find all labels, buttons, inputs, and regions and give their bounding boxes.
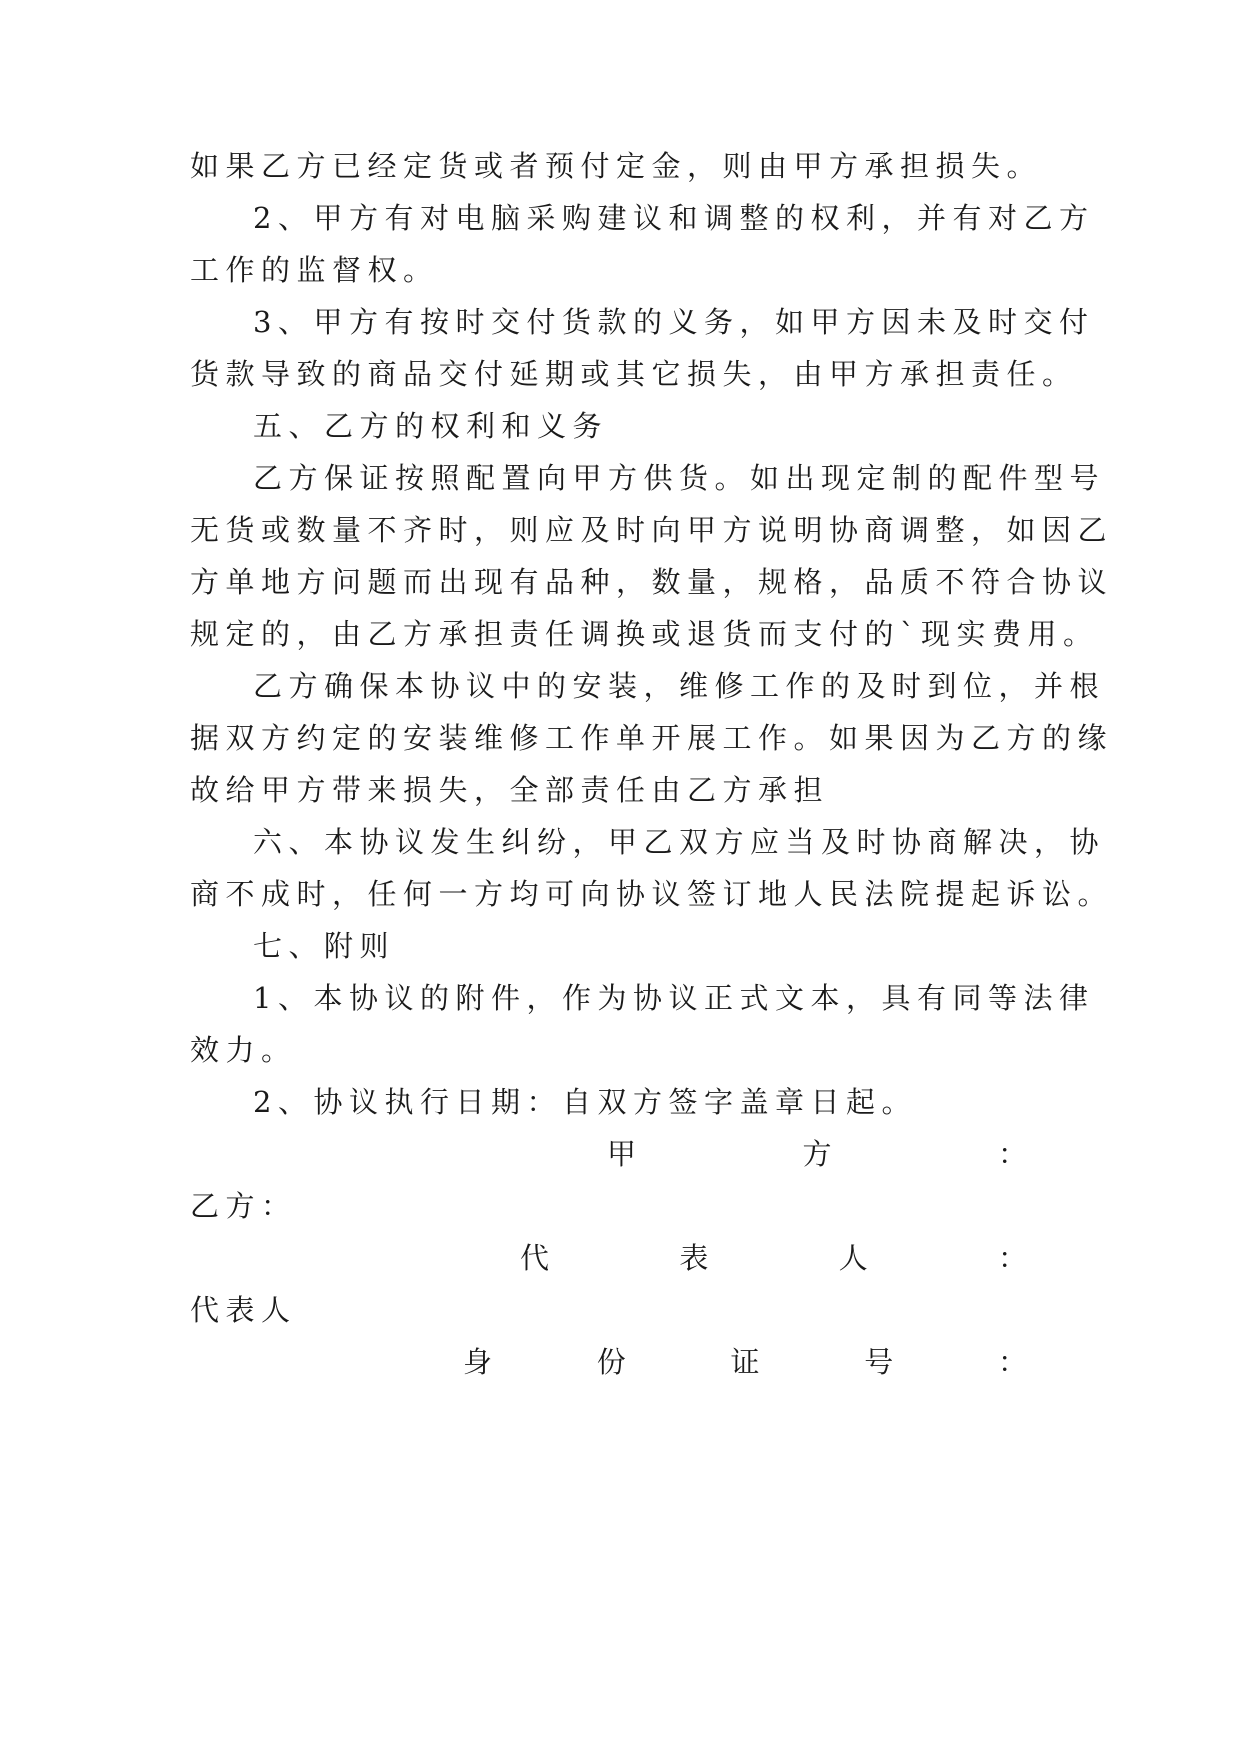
paragraph-line: 乙方确保本协议中的安装，维修工作的及时到位，并根 [253, 669, 1106, 703]
paragraph-line: 1、本协议的附件，作为协议正式文本，具有同等法律 [253, 981, 1095, 1015]
paragraph-line: 故给甲方带来损失，全部责任由乙方承担 [190, 773, 830, 807]
representative-char: 表 [679, 1241, 709, 1275]
party-a-char: 甲 [607, 1137, 637, 1171]
paragraph-line: 2、甲方有对电脑采购建议和调整的权利，并有对乙方 [253, 201, 1095, 235]
id-number-signature-line [463, 1342, 1027, 1382]
paragraph-line: 方单地方问题而出现有品种，数量，规格，品质不符合协议 [190, 565, 1114, 599]
representative-label: 代表人 [190, 1293, 297, 1327]
paragraph-line: 如果乙方已经定货或者预付定金，则由甲方承担损失。 [190, 149, 1043, 183]
paragraph-line: 3、甲方有按时交付货款的义务，如甲方因未及时交付 [253, 305, 1095, 339]
id-number-char: 证 [730, 1345, 760, 1379]
party-a-char: ： [997, 1137, 1027, 1171]
section-heading: 七、附则 [253, 929, 396, 963]
id-number-char: 份 [596, 1345, 626, 1379]
paragraph-line: 规定的，由乙方承担责任调换或退货而支付的`现实费用。 [190, 617, 1099, 651]
paragraph-line: 货款导致的商品交付延期或其它损失，由甲方承担责任。 [190, 357, 1078, 391]
paragraph-line: 效力。 [190, 1033, 297, 1067]
paragraph-line: 无货或数量不齐时，则应及时向甲方说明协商调整，如因乙 [190, 513, 1114, 547]
representative-char: 人 [838, 1241, 868, 1275]
paragraph-line: 2、协议执行日期：自双方签字盖章日起。 [253, 1085, 917, 1119]
paragraph-line: 乙方保证按照配置向甲方供货。如出现定制的配件型号 [253, 461, 1106, 495]
paragraph-line: 据双方约定的安装维修工作单开展工作。如果因为乙方的缘 [190, 721, 1114, 755]
section-heading: 五、乙方的权利和义务 [253, 409, 609, 443]
paragraph-line: 工作的监督权。 [190, 253, 439, 287]
representative-char: 代 [520, 1241, 550, 1275]
paragraph-line: 六、本协议发生纠纷，甲乙双方应当及时协商解决，协 [253, 825, 1106, 859]
party-a-char: 方 [802, 1137, 832, 1171]
id-number-char: 号 [864, 1345, 894, 1379]
id-number-char: 身 [463, 1345, 493, 1379]
representative-char: ： [997, 1241, 1027, 1275]
representative-signature-line [520, 1238, 1027, 1278]
id-number-char: ： [997, 1345, 1027, 1379]
party-a-signature-line [607, 1134, 1027, 1174]
party-b-label: 乙方： [190, 1189, 297, 1223]
paragraph-line: 商不成时，任何一方均可向协议签订地人民法院提起诉讼。 [190, 877, 1114, 911]
